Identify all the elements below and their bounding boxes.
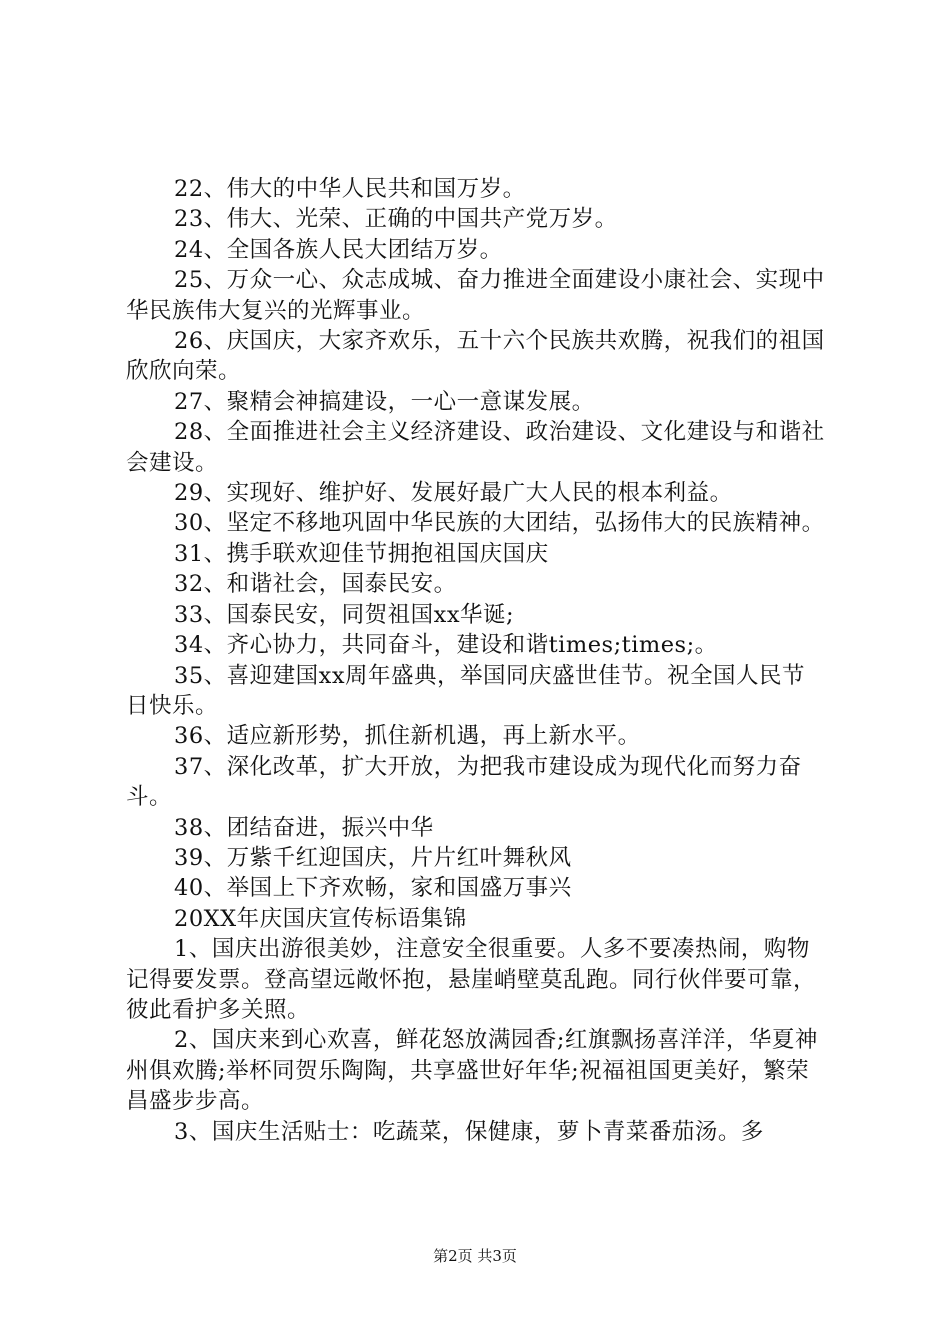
paragraph: 1、国庆出游很美妙，注意安全很重要。人多不要凑热闹，购物记得要发票。登高望远敞怀抱，悬崖峭壁莫乱跑。同行伙伴要可靠，彼此看护多关照。 — [126, 936, 817, 1023]
paragraph: 35、喜迎建国xx周年盛典，举国同庆盛世佳节。祝全国人民节日快乐。 — [126, 662, 806, 719]
paragraph: 23、伟大、光荣、正确的中国共产党万岁。 — [174, 206, 618, 233]
paragraph: 34、齐心协力，共同奋斗，建设和谐times;times;。 — [174, 632, 718, 659]
section-heading: 20XX年庆国庆宣传标语集锦 — [174, 905, 467, 932]
paragraph: 3、国庆生活贴士：吃蔬菜，保健康，萝卜青菜番茄汤。多 — [174, 1118, 764, 1145]
paragraph: 39、万紫千红迎国庆，片片红叶舞秋风 — [174, 844, 572, 871]
paragraph: 28、全面推进社会主义经济建设、政治建设、文化建设与和谐社会建设。 — [126, 419, 825, 476]
paragraph: 2、国庆来到心欢喜，鲜花怒放满园香;红旗飘扬喜洋洋，华夏神州俱欢腾;举杯同贺乐陶陶，共享盛世好年华;祝福祖国更美好，繁荣昌盛步步高。 — [126, 1027, 818, 1115]
paragraph: 38、团结奋进，振兴中华 — [174, 814, 434, 841]
paragraph: 26、庆国庆，大家齐欢乐，五十六个民族共欢腾，祝我们的祖国欣欣向荣。 — [126, 328, 825, 385]
paragraph: 33、国泰民安，同贺祖国xx华诞; — [174, 601, 515, 628]
paragraph: 29、实现好、维护好、发展好最广大人民的根本利益。 — [174, 480, 733, 507]
page-number-footer: 第2页 共3页 — [433, 1247, 517, 1265]
paragraph: 40、举国上下齐欢畅，家和国盛万事兴 — [174, 875, 572, 902]
paragraph: 31、携手联欢迎佳节拥抱祖国庆国庆 — [174, 540, 549, 567]
paragraph: 30、坚定不移地巩固中华民族的大团结，弘扬伟大的民族精神。 — [174, 510, 825, 537]
paragraph: 37、深化改革，扩大开放，为把我市建设成为现代化而努力奋斗。 — [126, 753, 802, 811]
paragraph: 22、伟大的中华人民共和国万岁。 — [174, 176, 526, 202]
paragraph: 36、适应新形势，抓住新机遇，再上新水平。 — [174, 723, 641, 750]
document-body — [126, 174, 826, 1147]
paragraph: 27、聚精会神搞建设，一心一意谋发展。 — [174, 388, 595, 415]
paragraph: 24、全国各族人民大团结万岁。 — [174, 236, 503, 263]
paragraph: 25、万众一心、众志成城、奋力推进全面建设小康社会、实现中华民族伟大复兴的光辉事业。 — [126, 267, 825, 324]
paragraph: 32、和谐社会，国泰民安。 — [174, 571, 457, 598]
